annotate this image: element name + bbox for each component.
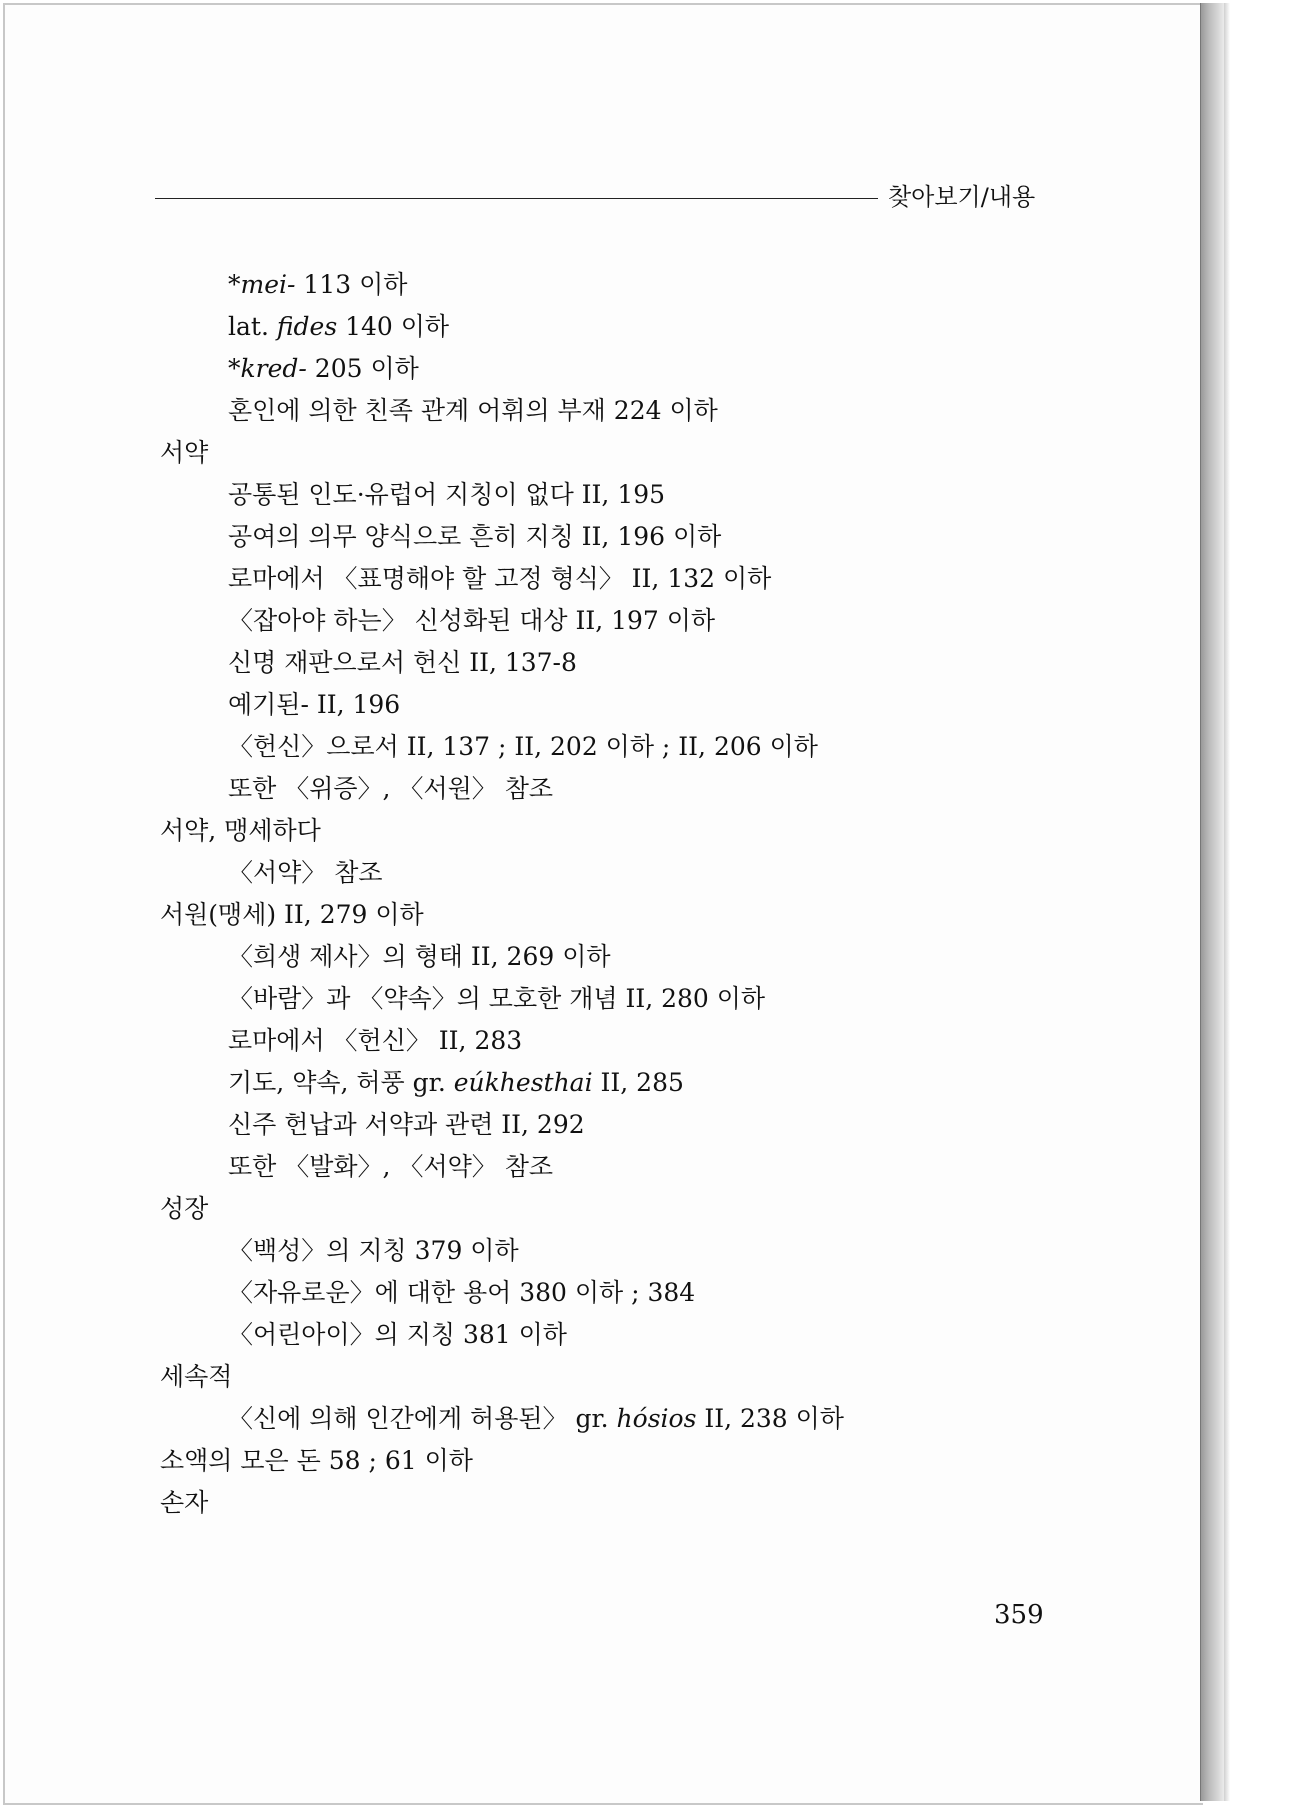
index-sub-entry: 공통된 인도·유럽어 지칭이 없다 II, 195: [228, 480, 666, 509]
index-sub-entry: 〈어린아이〉의 지칭 381 이하: [228, 1320, 567, 1349]
index-sub-entry: 공여의 의무 양식으로 흔히 지칭 II, 196 이하: [228, 522, 722, 551]
book-spine: [1200, 3, 1225, 1801]
index-sub-entry: 신주 헌납과 서약과 관련 II, 292: [228, 1110, 585, 1139]
index-sub-entry: 〈서약〉 참조: [228, 858, 383, 887]
index-sub-entry: 로마에서 〈헌신〉 II, 283: [228, 1026, 523, 1055]
index-main-entry: 서약: [160, 438, 209, 467]
index-main-entry: 서약, 맹세하다: [160, 816, 321, 845]
index-sub-entry: 신명 재판으로서 헌신 II, 137-8: [228, 648, 577, 677]
entry-ref: II, 238 이하: [696, 1404, 844, 1433]
index-entries: [160, 266, 1060, 1526]
index-main-entry: 손자: [160, 1488, 209, 1517]
index-sub-entry: 또한 〈위증〉, 〈서원〉 참조: [228, 774, 553, 803]
index-main-entry: 소액의 모은 돈 58 ; 61 이하: [160, 1446, 473, 1475]
italic-term: *mei-: [228, 270, 296, 299]
index-main-entry: 성장: [160, 1194, 209, 1223]
index-sub-entry: 〈희생 제사〉의 형태 II, 269 이하: [228, 942, 611, 971]
running-header: 찾아보기/내용: [888, 183, 1036, 211]
italic-term: *kred-: [228, 354, 307, 383]
index-sub-entry: 〈잡아야 하는〉 신성화된 대상 II, 197 이하: [228, 606, 716, 635]
italic-term: eúkhesthai: [453, 1068, 593, 1097]
header-rule: [155, 198, 878, 199]
index-sub-entry: [160, 350, 1060, 392]
index-sub-entry: [160, 1064, 1060, 1106]
index-sub-entry: 〈자유로운〉에 대한 용어 380 이하 ; 384: [228, 1278, 696, 1307]
entry-ref: 140 이하: [337, 312, 450, 341]
entry-text: lat.: [228, 312, 277, 341]
index-sub-entry: [160, 266, 1060, 308]
entry-text: 기도, 약속, 허풍 gr.: [228, 1068, 454, 1097]
index-sub-entry: [160, 308, 1060, 350]
entry-ref: 205 이하: [306, 354, 419, 383]
index-sub-entry: 혼인에 의한 친족 관계 어휘의 부재 224 이하: [228, 396, 718, 425]
index-main-entry: 세속적: [160, 1362, 233, 1391]
page-number: 359: [994, 1600, 1044, 1630]
entry-ref: II, 285: [592, 1068, 684, 1097]
index-sub-entry: 〈바람〉과 〈약속〉의 모호한 개념 II, 280 이하: [228, 984, 766, 1013]
index-sub-entry: 〈백성〉의 지칭 379 이하: [228, 1236, 519, 1265]
italic-term: fides: [276, 312, 338, 341]
index-sub-entry: [160, 1400, 1060, 1442]
entry-text: 〈신에 의해 인간에게 허용된〉 gr.: [228, 1404, 617, 1433]
entry-ref: 113 이하: [295, 270, 408, 299]
spine-shadow: [1224, 3, 1230, 1801]
index-sub-entry: 예기된- II, 196: [228, 690, 401, 719]
index-sub-entry: 로마에서 〈표명해야 할 고정 형식〉 II, 132 이하: [228, 564, 772, 593]
index-sub-entry: 또한 〈발화〉, 〈서약〉 참조: [228, 1152, 553, 1181]
index-main-entry: 서원(맹세) II, 279 이하: [160, 900, 424, 929]
index-sub-entry: 〈헌신〉으로서 II, 137 ; II, 202 이하 ; II, 206 이하: [228, 732, 818, 761]
italic-term: hósios: [616, 1404, 697, 1433]
